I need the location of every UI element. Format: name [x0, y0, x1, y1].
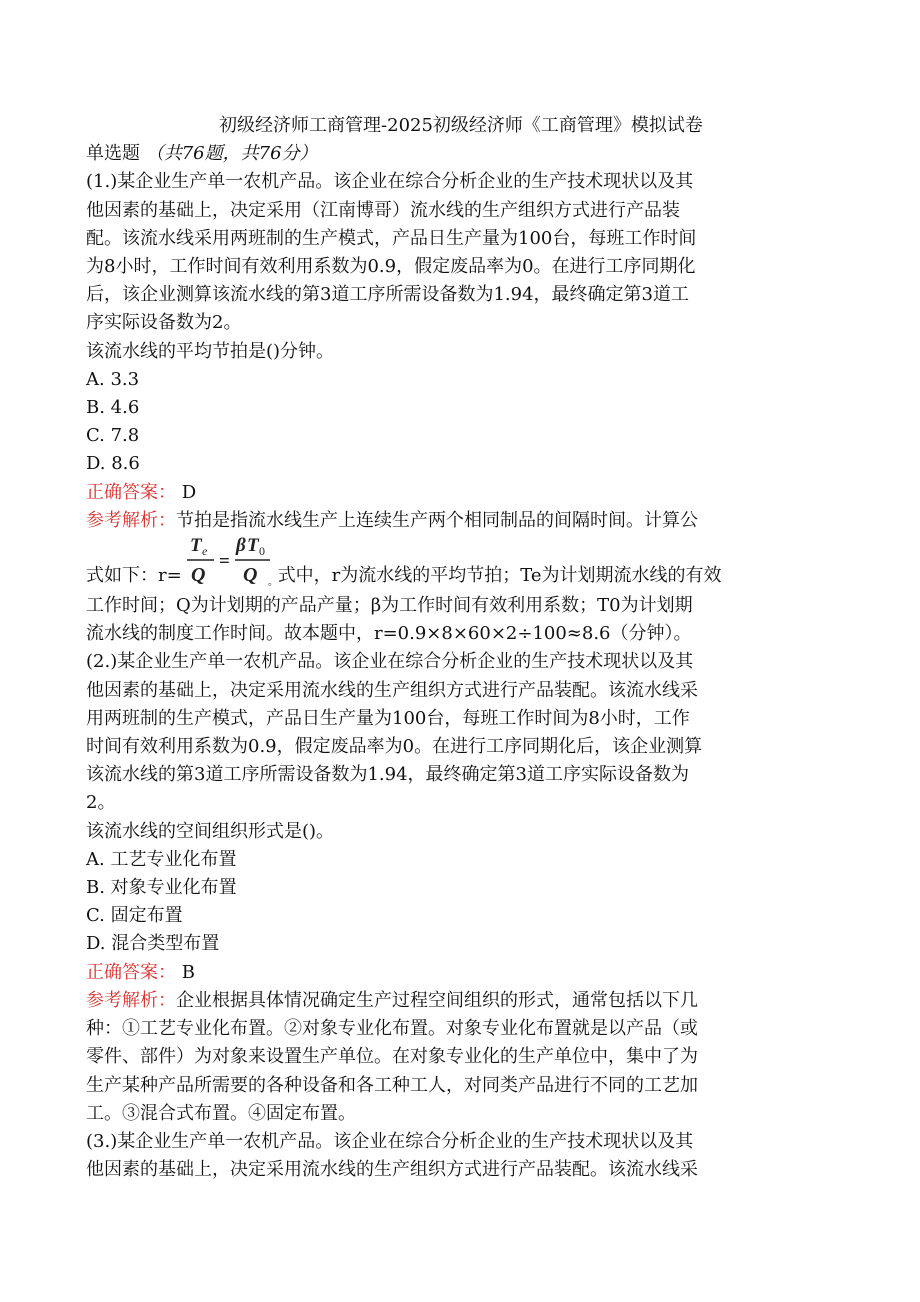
formula-den1: Q	[190, 564, 206, 587]
question-2-analysis-line: 种：①工艺专业化布置。②对象专业化布置。对象专业化布置就是以产品（或	[86, 1018, 698, 1040]
formula-sub1: e	[201, 544, 208, 559]
exam-page	[86, 112, 836, 1184]
question-2-prompt: 该流水线的空间组织形式是()。	[86, 820, 335, 842]
question-2-answer	[86, 959, 836, 987]
question-2-option-d: D. 混合类型布置	[86, 933, 220, 955]
question-1-option-d: D. 8.6	[86, 453, 140, 475]
question-1-option-c: C. 7.8	[86, 425, 140, 447]
takt-formula	[184, 534, 276, 590]
formula-num1: T	[189, 535, 202, 557]
analysis-label: 参考解析：	[86, 509, 176, 531]
question-2-stem-line: 该流水线的第3道工序所需设备数为1.94，最终确定第3道工序实际设备数为	[86, 764, 689, 786]
question-2-stem-line: 用两班制的生产模式，产品日生产量为100台，每班工作时间为8小时，工作	[86, 707, 690, 729]
question-1-stem-line: 后，该企业测算该流水线的第3道工序所需设备数为1.94，最终确定第3道工	[86, 284, 689, 306]
section-header	[86, 140, 836, 168]
question-1-stem-line: 序实际设备数为2。	[86, 312, 242, 334]
question-1-stem-line: 他因素的基础上，决定采用（江南博哥）流水线的生产组织方式进行产品装	[86, 199, 680, 221]
question-2-analysis	[86, 987, 836, 1015]
formula-line	[86, 535, 836, 592]
question-2-analysis-line: 零件、部件）为对象来设置生产单位。在对象专业化的生产单位中，集中了为	[86, 1046, 698, 1068]
formula-suffix: 式中，r为流水线的平均节拍；Te为计划期流水线的有效	[277, 564, 722, 586]
formula-eq: =	[218, 551, 230, 573]
question-1-prompt: 该流水线的平均节拍是()分钟。	[86, 340, 335, 362]
question-2-stem-line: 他因素的基础上，决定采用流水线的生产组织方式进行产品装配。该流水线采	[86, 679, 698, 701]
question-1-stem-line: (1.)某企业生产单一农机产品。该企业在综合分析企业的生产技术现状以及其	[86, 171, 694, 193]
section-name: 单选题	[86, 143, 140, 165]
analysis-text: 节拍是指流水线生产上连续生产两个相同制品的间隔时间。计算公	[176, 509, 698, 531]
formula-sub2: 0	[258, 544, 265, 559]
question-3-stem-line: 他因素的基础上，决定采用流水线的生产组织方式进行产品装配。该流水线采	[86, 1159, 698, 1181]
formula-beta: β	[235, 535, 246, 557]
answer-value: D	[176, 481, 197, 503]
takt-formula-graphic	[184, 534, 276, 590]
question-2-stem-line: 时间有效利用系数为0.9，假定废品率为0。在进行工序同期化后，该企业测算	[86, 736, 703, 758]
question-2	[86, 648, 836, 1127]
question-3-stem-line: (3.)某企业生产单一农机产品。该企业在综合分析企业的生产技术现状以及其	[86, 1130, 694, 1152]
formula-prefix: 式如下：r=	[86, 564, 182, 586]
question-2-option-c: C. 固定布置	[86, 905, 183, 927]
question-1	[86, 168, 836, 648]
question-1-analysis-line: 流水线的制度工作时间。故本题中，r=0.9×8×60×2÷100≈8.6（分钟）。	[86, 623, 692, 645]
question-1-stem-line: 配。该流水线采用两班制的生产模式，产品日生产量为100台，每班工作时间	[86, 227, 697, 249]
question-1-option-a: A. 3.3	[86, 368, 140, 390]
question-2-stem-line: 2。	[86, 792, 116, 814]
analysis-text: 企业根据具体情况确定生产过程空间组织的形式，通常包括以下几	[176, 989, 698, 1011]
question-3	[86, 1128, 836, 1184]
formula-dot: 。	[267, 577, 278, 589]
formula-num2: T	[246, 535, 259, 557]
question-1-analysis-line: 工作时间；Q为计划期的产品产量；β为工作时间有效利用系数；T0为计划期	[86, 595, 693, 617]
answer-label: 正确答案：	[86, 481, 176, 503]
question-1-stem-line: 为8小时，工作时间有效利用系数为0.9，假定废品率为0。在进行工序同期化	[86, 256, 696, 278]
analysis-label: 参考解析：	[86, 989, 176, 1011]
section-info: （共76题，共76分）	[145, 143, 318, 165]
question-2-analysis-line: 生产某种产品所需要的各种设备和各工种工人，对同类产品进行不同的工艺加	[86, 1074, 698, 1096]
question-1-option-b: B. 4.6	[86, 397, 140, 419]
question-2-analysis-line: 工。③混合式布置。④固定布置。	[86, 1102, 356, 1124]
question-2-option-a: A. 工艺专业化布置	[86, 848, 237, 870]
question-2-stem-line: (2.)某企业生产单一农机产品。该企业在综合分析企业的生产技术现状以及其	[86, 651, 694, 673]
answer-value: B	[176, 961, 195, 983]
question-1-answer	[86, 479, 836, 507]
question-2-option-b: B. 对象专业化布置	[86, 877, 237, 899]
question-1-analysis	[86, 507, 836, 535]
answer-label: 正确答案：	[86, 961, 176, 983]
formula-den2: Q	[242, 564, 258, 587]
page-title: 初级经济师工商管理-2025初级经济师《工商管理》模拟试卷	[219, 115, 703, 136]
